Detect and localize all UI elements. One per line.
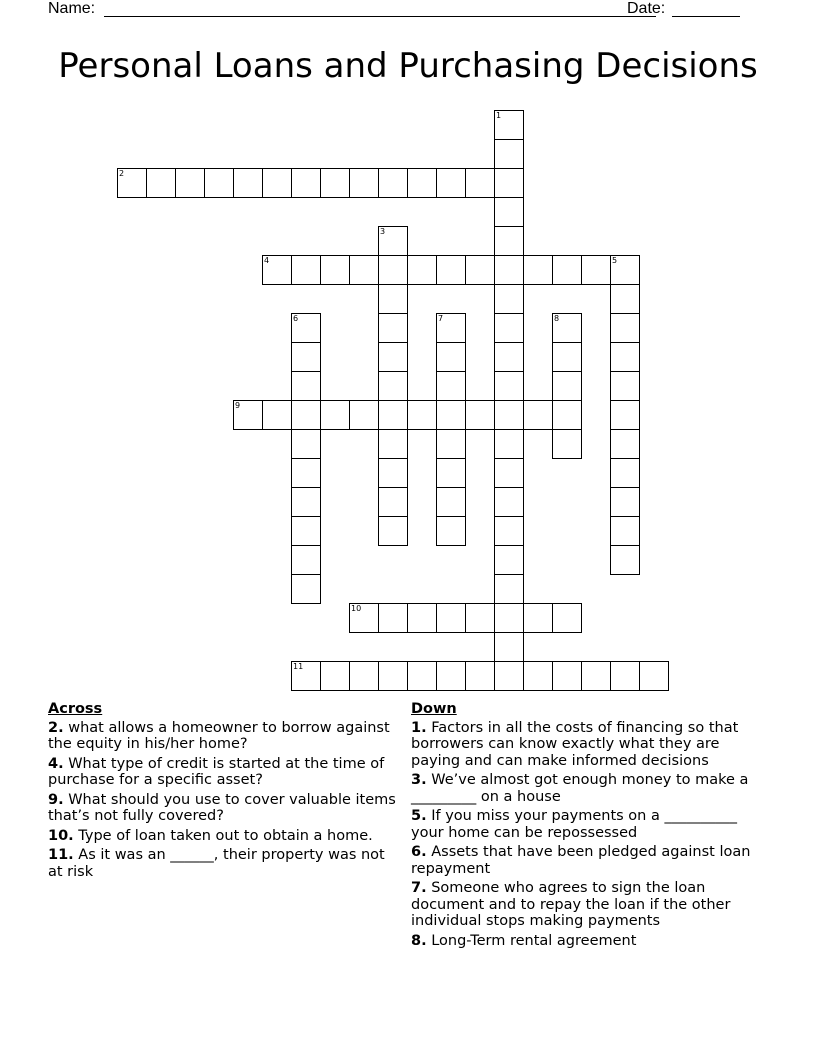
across-clue <box>48 792 398 825</box>
down-clue-list <box>411 720 771 950</box>
crossword-cell[interactable] <box>262 400 292 430</box>
crossword-cell[interactable] <box>610 313 640 343</box>
clue-number: 11. <box>48 847 74 863</box>
crossword-cell[interactable] <box>378 226 408 256</box>
clue-text: If you miss your payments on a __________ your home can be repossessed <box>411 808 737 841</box>
clue-number: 2. <box>48 719 64 736</box>
crossword-cell[interactable] <box>291 487 321 517</box>
crossword-cell[interactable] <box>494 313 524 343</box>
crossword-cell[interactable] <box>436 371 466 401</box>
down-clue <box>411 772 771 805</box>
crossword-cell[interactable] <box>378 400 408 430</box>
down-heading: Down <box>411 701 457 717</box>
crossword-cell[interactable] <box>349 255 379 285</box>
crossword-cell[interactable] <box>494 574 524 604</box>
crossword-cell[interactable] <box>291 168 321 198</box>
crossword-cell[interactable] <box>552 342 582 372</box>
crossword-cell[interactable] <box>610 255 640 285</box>
crossword-cell[interactable] <box>436 516 466 546</box>
crossword-cell[interactable] <box>610 516 640 546</box>
crossword-cell[interactable] <box>349 661 379 691</box>
cell-number: 10 <box>351 604 362 613</box>
crossword-cell[interactable] <box>639 661 669 691</box>
clue-number: 7. <box>411 880 427 896</box>
crossword-cell[interactable] <box>494 603 524 633</box>
cell-number: 11 <box>293 662 304 671</box>
across-clue <box>48 720 398 753</box>
cell-number: 4 <box>264 256 270 265</box>
crossword-cell[interactable] <box>494 487 524 517</box>
crossword-cell[interactable] <box>291 574 321 604</box>
clue-text: What should you use to cover valuable items that’s not fully covered? <box>48 791 396 824</box>
crossword-cell[interactable] <box>465 603 495 633</box>
crossword-cell[interactable] <box>378 342 408 372</box>
crossword-cell[interactable] <box>494 197 524 227</box>
crossword-cell[interactable] <box>407 603 437 633</box>
clue-number: 9. <box>48 791 64 808</box>
clue-number: 4. <box>48 755 64 772</box>
cell-number: 3 <box>380 227 386 236</box>
crossword-cell[interactable] <box>320 255 350 285</box>
crossword-cell[interactable] <box>436 168 466 198</box>
crossword-cell[interactable] <box>494 458 524 488</box>
crossword-cell[interactable] <box>204 168 234 198</box>
crossword-cell[interactable] <box>262 255 292 285</box>
crossword-cell[interactable] <box>436 313 466 343</box>
clue-text: Type of loan taken out to obtain a home. <box>73 827 373 844</box>
crossword-cell[interactable] <box>436 342 466 372</box>
across-clues <box>48 701 398 883</box>
crossword-cell[interactable] <box>494 139 524 169</box>
crossword-cell[interactable] <box>610 545 640 575</box>
clue-text: What type of credit is started at the time of purchase for a specific asset? <box>48 755 385 788</box>
crossword-cell[interactable] <box>552 603 582 633</box>
clue-number: 3. <box>411 772 427 788</box>
crossword-cell[interactable] <box>610 458 640 488</box>
crossword-cell[interactable] <box>436 661 466 691</box>
crossword-cell[interactable] <box>378 487 408 517</box>
clue-text: Someone who agrees to sign the loan document and to repay the loan if the other individual stops making payments <box>411 880 731 929</box>
clue-text: Assets that have been pledged against loan repayment <box>411 844 751 877</box>
crossword-cell[interactable] <box>378 371 408 401</box>
crossword-cell[interactable] <box>581 255 611 285</box>
crossword-cell[interactable] <box>436 400 466 430</box>
clue-text: We’ve almost got enough money to make a _________ on a house <box>411 772 749 805</box>
down-clue <box>411 880 771 930</box>
crossword-cell[interactable] <box>436 603 466 633</box>
clue-number: 8. <box>411 932 427 949</box>
crossword-cell[interactable] <box>407 400 437 430</box>
crossword-cell[interactable] <box>465 661 495 691</box>
crossword-cell[interactable] <box>494 226 524 256</box>
down-clue <box>411 808 771 841</box>
crossword-cell[interactable] <box>494 429 524 459</box>
crossword-cell[interactable] <box>465 400 495 430</box>
crossword-cell[interactable] <box>378 255 408 285</box>
crossword-cell[interactable] <box>436 429 466 459</box>
crossword-cell[interactable] <box>494 516 524 546</box>
crossword-cell[interactable] <box>523 400 553 430</box>
cell-number: 9 <box>235 401 241 410</box>
crossword-cell[interactable] <box>291 429 321 459</box>
down-clues <box>411 701 771 952</box>
crossword-cell[interactable] <box>233 168 263 198</box>
crossword-cell[interactable] <box>320 168 350 198</box>
clue-text: As it was an ______, their property was not at risk <box>48 847 385 880</box>
cell-number: 1 <box>496 111 502 120</box>
cell-number: 2 <box>119 169 125 178</box>
crossword-cell[interactable] <box>117 168 147 198</box>
crossword-cell[interactable] <box>291 255 321 285</box>
crossword-cell[interactable] <box>465 255 495 285</box>
crossword-cell[interactable] <box>291 371 321 401</box>
cell-number: 8 <box>554 314 560 323</box>
crossword-cell[interactable] <box>610 429 640 459</box>
crossword-cell[interactable] <box>610 371 640 401</box>
across-heading: Across <box>48 701 103 717</box>
clue-text: Long-Term rental agreement <box>426 932 637 949</box>
crossword-cell[interactable] <box>523 603 553 633</box>
clue-text: what allows a homeowner to borrow against the equity in his/her home? <box>48 719 390 752</box>
page-title: Personal Loans and Purchasing Decisions <box>58 46 758 86</box>
crossword-cell[interactable] <box>378 661 408 691</box>
crossword-cell[interactable] <box>610 284 640 314</box>
crossword-cell[interactable] <box>378 168 408 198</box>
across-clue <box>48 828 398 845</box>
crossword-cell[interactable] <box>291 516 321 546</box>
date-label: Date: <box>627 0 666 17</box>
crossword-cell[interactable] <box>378 429 408 459</box>
clue-text: Factors in all the costs of financing so that borrowers can know exactly what they are paying and can make informed decisions <box>411 719 739 769</box>
crossword-cell[interactable] <box>407 661 437 691</box>
down-clue <box>411 720 771 770</box>
crossword-cell[interactable] <box>523 255 553 285</box>
crossword-cell[interactable] <box>291 313 321 343</box>
crossword-cell[interactable] <box>552 313 582 343</box>
crossword-cell[interactable] <box>233 400 263 430</box>
crossword-cell[interactable] <box>552 429 582 459</box>
crossword-cell[interactable] <box>291 661 321 691</box>
name-label: Name: <box>48 0 96 17</box>
crossword-cell[interactable] <box>610 661 640 691</box>
crossword-cell[interactable] <box>175 168 205 198</box>
crossword-cell[interactable] <box>320 400 350 430</box>
crossword-cell[interactable] <box>146 168 176 198</box>
crossword-cell[interactable] <box>494 284 524 314</box>
across-clue <box>48 756 398 789</box>
crossword-cell[interactable] <box>378 284 408 314</box>
crossword-cell[interactable] <box>610 342 640 372</box>
crossword-cell[interactable] <box>494 168 524 198</box>
crossword-cell[interactable] <box>610 487 640 517</box>
crossword-cell[interactable] <box>320 661 350 691</box>
crossword-cell[interactable] <box>378 458 408 488</box>
crossword-cell[interactable] <box>291 545 321 575</box>
crossword-cell[interactable] <box>291 458 321 488</box>
crossword-cell[interactable] <box>494 661 524 691</box>
clue-number: 1. <box>411 719 427 736</box>
across-clue-list <box>48 720 398 881</box>
crossword-cell[interactable] <box>552 400 582 430</box>
down-clue <box>411 844 771 877</box>
crossword-cell[interactable] <box>494 342 524 372</box>
crossword-cell[interactable] <box>581 661 611 691</box>
crossword-cell[interactable] <box>407 168 437 198</box>
crossword-cell[interactable] <box>349 168 379 198</box>
crossword-cell[interactable] <box>494 400 524 430</box>
clue-number: 5. <box>411 808 427 824</box>
crossword-cell[interactable] <box>494 110 524 140</box>
crossword-cell[interactable] <box>610 400 640 430</box>
crossword-cell[interactable] <box>436 487 466 517</box>
crossword-cell[interactable] <box>552 371 582 401</box>
crossword-cell[interactable] <box>378 603 408 633</box>
crossword-cell[interactable] <box>349 400 379 430</box>
crossword-cell[interactable] <box>494 255 524 285</box>
across-clue <box>48 847 398 880</box>
clue-number: 10. <box>48 827 74 844</box>
crossword-cell[interactable] <box>465 168 495 198</box>
crossword-cell[interactable] <box>552 661 582 691</box>
down-clue <box>411 933 771 950</box>
crossword-cell[interactable] <box>407 255 437 285</box>
crossword-cell[interactable] <box>436 255 466 285</box>
cell-number: 7 <box>438 314 444 323</box>
cell-number: 5 <box>612 256 618 265</box>
crossword-cell[interactable] <box>378 313 408 343</box>
crossword-cell[interactable] <box>291 342 321 372</box>
crossword-cell[interactable] <box>291 400 321 430</box>
crossword-cell[interactable] <box>349 603 379 633</box>
crossword-cell[interactable] <box>494 545 524 575</box>
clue-number: 6. <box>411 844 427 860</box>
crossword-cell[interactable] <box>262 168 292 198</box>
crossword-cell[interactable] <box>378 516 408 546</box>
crossword-cell[interactable] <box>523 661 553 691</box>
crossword-cell[interactable] <box>494 371 524 401</box>
crossword-cell[interactable] <box>552 255 582 285</box>
crossword-cell[interactable] <box>494 632 524 662</box>
cell-number: 6 <box>293 314 299 323</box>
crossword-cell[interactable] <box>436 458 466 488</box>
